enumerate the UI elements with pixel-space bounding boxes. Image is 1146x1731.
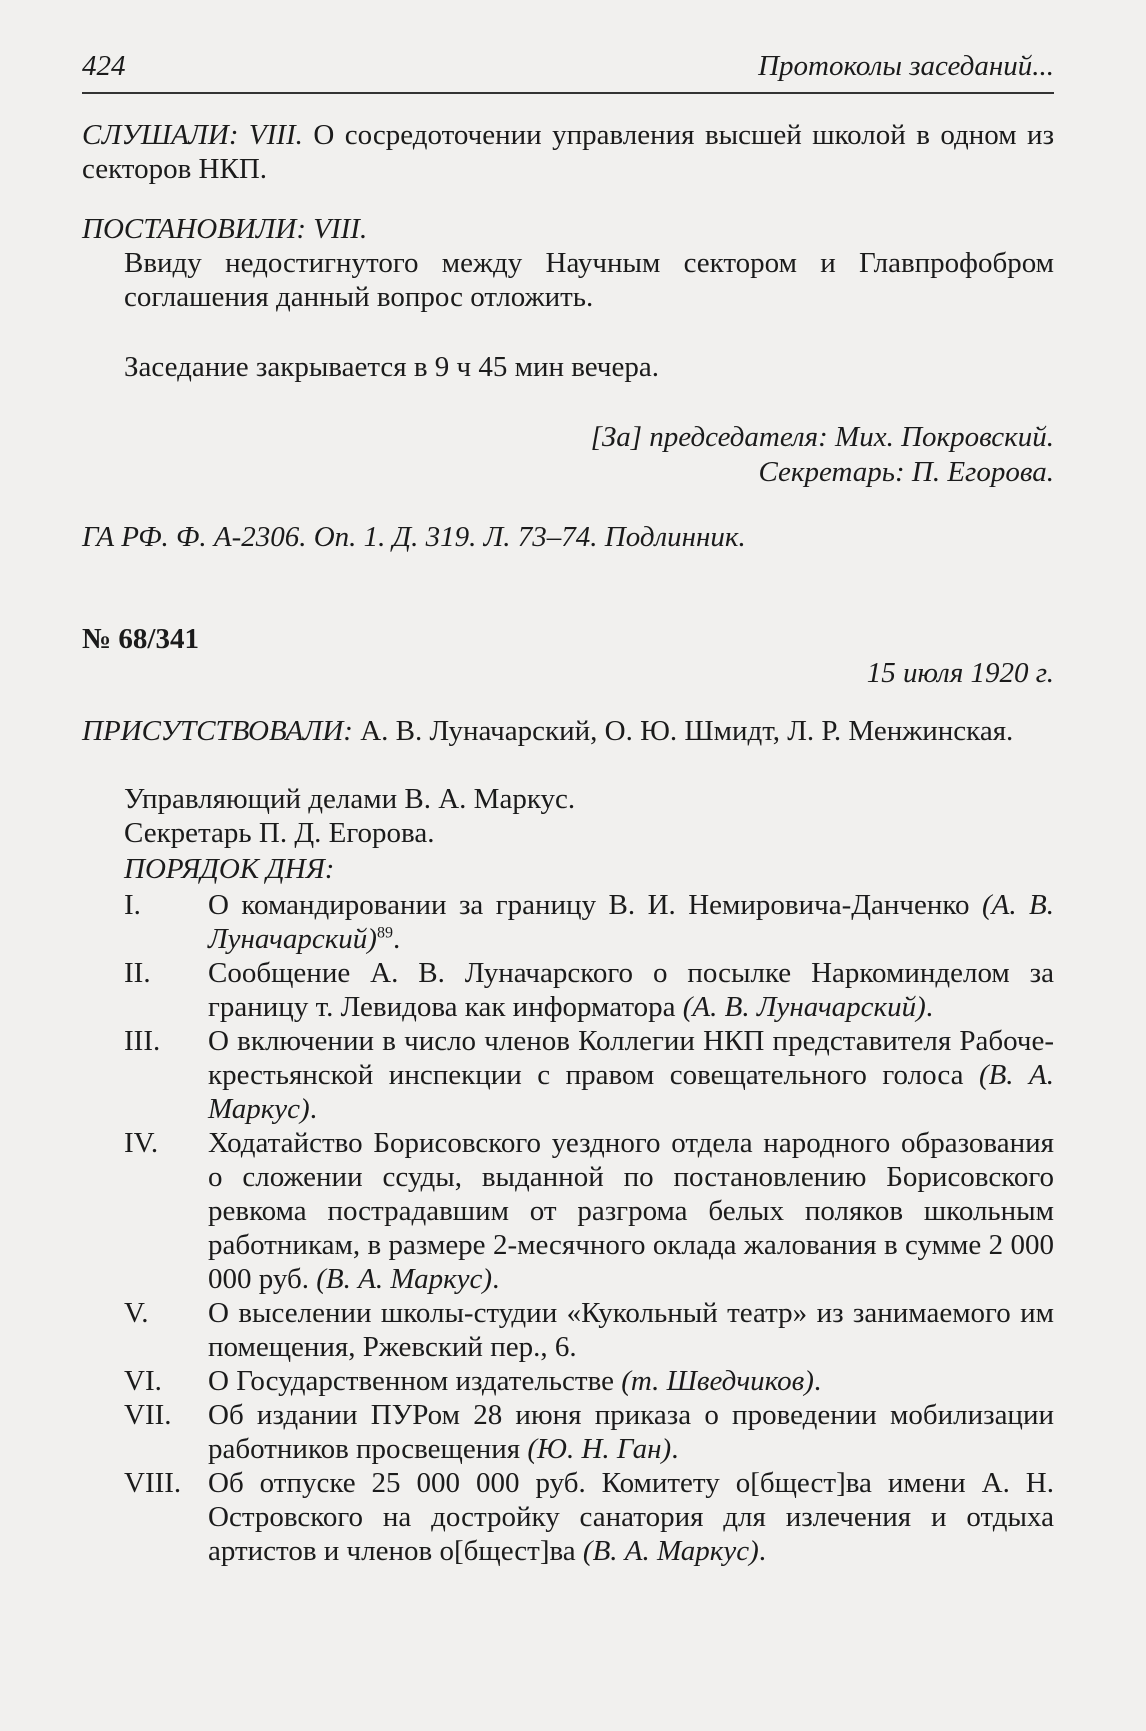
running-title: Протоколы заседаний... [758,50,1054,82]
archive-reference: ГА РФ. Ф. А-2306. Оп. 1. Д. 319. Л. 73–74. Подлинник. [82,521,746,553]
agenda-item-speaker: (Ю. Н. Ган) [527,1433,672,1465]
agenda-item-speaker: (А. В. Луначарский) [682,991,926,1023]
document-date: 15 июля 1920 г. [866,657,1054,689]
agenda-item-text [166,1364,1054,1398]
heard-text: О сосредоточении управления высшей школой в одном из секторов НКП. [82,119,1055,185]
agenda-item-speaker: (В. А. Маркус) [316,1263,493,1295]
agenda-item-speaker: (т. Шведчиков) [621,1365,814,1397]
agenda-item-tail: . [925,991,934,1023]
agenda-item-title: Об издании ПУРом 28 июня приказа о проведении мобилизации работников просвещения [208,1399,1054,1465]
attendance-manager: Управляющий делами В. А. Маркус. [124,783,576,815]
agenda-item-tail: . [492,1263,500,1295]
agenda-item-text [166,1296,1054,1364]
agenda-item-number: V. [124,1297,149,1329]
agenda-item-title: Ходатайство Борисовского уездного отдела народного образования о сложении ссуды, выданной по постановлению Борисовского ревкома пострадавшим от разгрома белых поляков школьным работникам, в размере 2-месячного оклада жалования в сумме 2 000 000 руб. [208,1127,1054,1295]
agenda-item-text [166,956,1054,1024]
agenda-item-tail: . [309,1093,317,1125]
agenda-item-number: III. [124,1025,161,1057]
agenda-item-tail: . [392,923,401,955]
agenda-item-number: II. [124,957,151,989]
agenda-item-number: VII. [124,1399,172,1431]
heard-label: СЛУШАЛИ: VIII. [82,119,303,151]
attendance-text: А. В. Луначарский, О. Ю. Шмидт, Л. Р. Менжинская. [360,715,1014,747]
agenda-item-tail: . [758,1535,766,1567]
agenda-item-number: I. [124,889,141,921]
agenda-item-text [166,888,1054,956]
agenda-item-title: О командировании за границу В. И. Немировича-Данченко [208,889,970,921]
agenda-item [82,956,1054,1024]
agenda-item-text [166,1466,1054,1568]
heard-section [82,118,1054,186]
agenda-item-text [166,1398,1054,1466]
agenda-item [82,1024,1054,1126]
agenda-item-text [166,1126,1054,1296]
agenda-item [82,1296,1054,1364]
agenda-item-speaker: (А. В. Луначарский) [208,889,1054,955]
agenda-list [82,888,1054,1568]
resolved-text: Ввиду недостигнутого между Научным сектором и Главпрофобром соглашения данный вопрос отложить. [124,247,1054,313]
agenda-item-title: Сообщение А. В. Луначарского о посылке Наркоминделом за границу т. Левидова как информатора [208,957,1054,1023]
agenda-item [82,1126,1054,1296]
page-header [82,50,1054,94]
agenda-item-tail: . [813,1365,822,1397]
resolved-label: ПОСТАНОВИЛИ: VIII. [82,213,368,245]
agenda-item-number: VI. [124,1365,162,1397]
page-number: 424 [82,50,126,82]
secretary-signature: Секретарь: П. Егорова. [758,456,1054,488]
agenda-item-title: О выселении школы-студии «Кукольный театр» из занимаемого им помещения, Ржевский пер., 6. [208,1297,1054,1363]
document-number: № 68/341 [82,623,199,655]
agenda-item-speaker: (В. А. Маркус) [208,1059,1055,1125]
agenda-item-tail: . [671,1433,679,1465]
agenda-item-speaker: (В. А. Маркус) [582,1535,759,1567]
agenda-item [82,888,1054,956]
agenda-item [82,1398,1054,1466]
agenda-item [82,1364,1054,1398]
agenda-item-title: Об отпуске 25 000 000 руб. Комитету о[бщест]ва имени А. Н. Островского на достройку санатория для излечения и отдыха артистов и членов о[бщест]ва [208,1467,1054,1567]
agenda-item-number: VIII. [124,1467,182,1499]
footnote-marker: 89 [376,924,393,942]
agenda-label: ПОРЯДОК ДНЯ: [124,853,335,885]
attendance-section [82,714,1054,748]
agenda-item-title: О включении в число членов Коллегии НКП представителя Рабоче-крестьянской инспекции с правом совещательного голоса [208,1025,1054,1091]
agenda-item-title: О Государственном издательстве [208,1365,614,1397]
chair-signature: [За] председателя: Мих. Покровский. [590,421,1054,453]
closing-note: Заседание закрывается в 9 ч 45 мин вечера. [124,351,660,383]
attendance-label: ПРИСУТСТВОВАЛИ: [82,715,353,747]
attendance-secretary: Секретарь П. Д. Егорова. [124,817,435,849]
agenda-item-text [166,1024,1054,1126]
agenda-item-number: IV. [124,1127,159,1159]
agenda-item [82,1466,1054,1568]
